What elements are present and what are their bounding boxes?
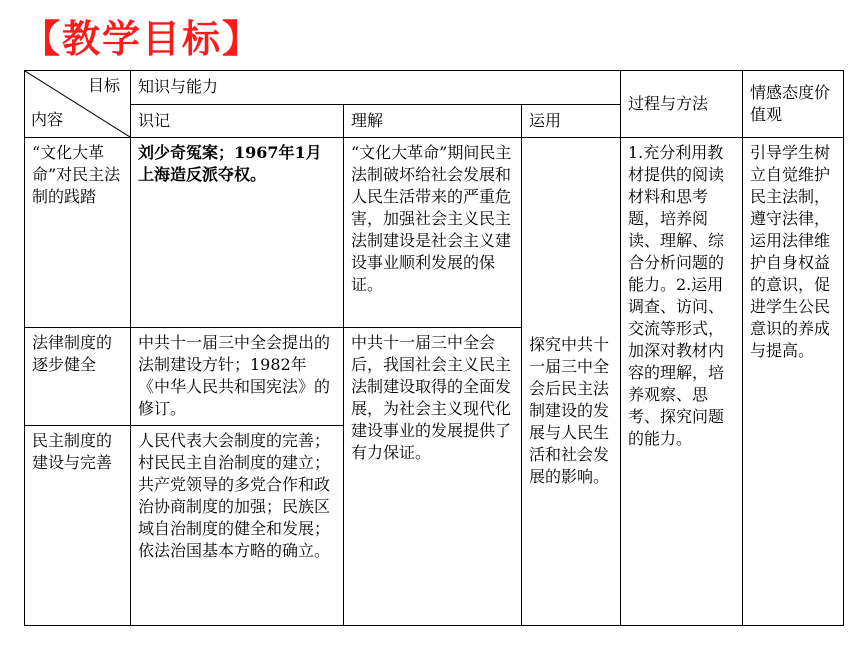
row-1-remember: 刘少奇冤案；1967年1月上海造反派夺权。 — [131, 138, 344, 328]
objectives-table — [24, 70, 844, 626]
apply-cell: 探究中共十一届三中全会后民主法制建设的发展与人民生活和社会发展的影响。 — [522, 138, 621, 626]
header-understand: 理解 — [344, 104, 522, 138]
understand-cell-1: “文化大革命”期间民主法制破坏给社会发展和人民生活带来的严重危害，加强社会主义民主法制建设是社会主义建设事业顺利发展的保证。 — [344, 138, 522, 328]
header-knowledge: 知识与能力 — [131, 71, 621, 105]
header-emotion: 情感态度价值观 — [743, 71, 844, 138]
header-content-label: 内容 — [31, 110, 64, 129]
row-1-content: “文化大革命”对民主法制的践踏 — [25, 138, 131, 328]
row-3-remember: 人民代表大会制度的完善；村民民主自治制度的建立；共产党领导的多党合作和政治协商制度的加强；民族区域自治制度的健全和发展；依法治国基本方略的确立。 — [131, 426, 344, 626]
emotion-cell: 引导学生树立自觉维护民主法制，遵守法律，运用法律维护自身权益的意识，促进学生公民意识的养成与提高。 — [743, 138, 844, 626]
row-2-content: 法律制度的逐步健全 — [25, 328, 131, 426]
header-remember: 识记 — [131, 104, 344, 138]
header-process: 过程与方法 — [621, 71, 743, 138]
row-3-content: 民主制度的建设与完善 — [25, 426, 131, 626]
diagonal-header-cell — [25, 71, 131, 138]
understand-cell-2: 中共十一届三中全会后，我国社会主义民主法制建设取得的全面发展，为社会主义现代化建设事业的发展提供了有力保证。 — [344, 328, 522, 626]
page-title: 【教学目标】 — [22, 17, 263, 61]
header-target-label: 目标 — [87, 76, 120, 95]
process-cell: 1.充分利用教材提供的阅读材料和思考题，培养阅读、理解、综合分析问题的能力。2.运用调查、访问、交流等形式，加深对教材内容的理解，培养观察、思考、探究问题的能力。 — [621, 138, 743, 626]
header-apply: 运用 — [522, 104, 621, 138]
row-2-remember: 中共十一届三中全会提出的法制建设方针；1982年《中华人民共和国宪法》的修订。 — [131, 328, 344, 426]
